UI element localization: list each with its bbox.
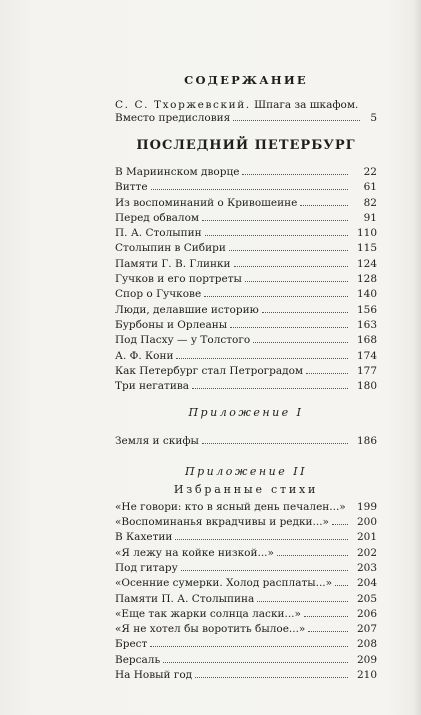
dot-leader bbox=[205, 235, 348, 236]
toc-entry-title: «Воспоминанья вкрадчивы и редки...» bbox=[115, 516, 329, 529]
toc-entry bbox=[115, 622, 377, 637]
table-of-contents bbox=[115, 71, 377, 683]
toc-entry-page: 115 bbox=[356, 242, 377, 255]
toc-entry bbox=[115, 546, 377, 561]
toc-entry bbox=[115, 515, 377, 530]
main-list bbox=[115, 165, 377, 394]
toc-entry-page: 91 bbox=[363, 211, 377, 224]
dot-leader bbox=[176, 358, 348, 359]
toc-entry-page: 128 bbox=[356, 273, 377, 286]
toc-entry bbox=[115, 318, 377, 333]
dot-leader bbox=[245, 281, 348, 282]
toc-entry bbox=[115, 607, 377, 622]
toc-entry bbox=[115, 434, 377, 449]
toc-entry-page: 207 bbox=[356, 623, 377, 636]
appendix-2-title: Приложение II bbox=[185, 464, 307, 478]
toc-entry-title: Из воспоминаний о Кривошеине bbox=[115, 196, 298, 209]
toc-entry bbox=[115, 592, 377, 607]
toc-entry-page: 110 bbox=[356, 227, 377, 240]
dot-leader bbox=[300, 205, 348, 206]
toc-entry bbox=[115, 287, 377, 302]
toc-entry-title: Памяти Г. В. Глинки bbox=[115, 257, 231, 270]
dot-leader bbox=[257, 601, 348, 602]
toc-entry bbox=[115, 364, 377, 379]
toc-entry-page: 177 bbox=[356, 364, 377, 377]
toc-entry-page: 82 bbox=[363, 196, 377, 209]
appendix-2-subtitle: Избранные стихи bbox=[173, 482, 319, 496]
toc-entry-title: Столыпин в Сибири bbox=[115, 242, 226, 255]
toc-entry-title: В Кахетии bbox=[115, 531, 173, 544]
toc-entry-page: 199 bbox=[356, 500, 377, 513]
toc-entry-page: 208 bbox=[356, 638, 377, 651]
dot-leader bbox=[234, 266, 348, 267]
toc-entry-page: 22 bbox=[363, 166, 377, 178]
toc-entry-title: Витте bbox=[115, 181, 148, 194]
dot-leader bbox=[204, 296, 348, 297]
toc-entry-title: Гучков и его портреты bbox=[115, 273, 242, 286]
toc-entry-page: 203 bbox=[356, 561, 377, 574]
toc-entry-title: Брест bbox=[115, 638, 148, 651]
toc-entry bbox=[115, 530, 377, 545]
toc-entry bbox=[115, 272, 377, 287]
intro-subtitle: Вместо предисловия bbox=[115, 112, 231, 124]
toc-entry-title: «Я не хотел бы воротить былое...» bbox=[115, 623, 306, 636]
toc-entry-title: Версаль bbox=[115, 653, 161, 666]
dot-leader bbox=[229, 250, 348, 251]
toc-entry-page: 163 bbox=[356, 318, 377, 331]
toc-entry-title: «Я лежу на койке низкой...» bbox=[115, 546, 274, 559]
dot-leader bbox=[195, 677, 348, 678]
toc-entry-page: 140 bbox=[356, 288, 377, 301]
toc-entry bbox=[115, 241, 377, 256]
toc-entry bbox=[115, 226, 377, 241]
toc-entry bbox=[115, 349, 377, 364]
toc-entry bbox=[115, 668, 377, 683]
toc-entry-page: 201 bbox=[356, 531, 377, 544]
dot-leader bbox=[202, 443, 348, 444]
toc-entry-page: 124 bbox=[356, 257, 377, 270]
toc-entry-page: 168 bbox=[356, 334, 377, 347]
toc-entry-page: 204 bbox=[356, 577, 377, 590]
dot-leader bbox=[150, 646, 348, 647]
intro-author: С. С. Тхоржевский. bbox=[115, 99, 251, 111]
toc-entry-title: А. Ф. Кони bbox=[115, 349, 174, 362]
dot-leader bbox=[262, 312, 348, 313]
toc-entry-title: Люди, делавшие историю bbox=[115, 303, 259, 316]
toc-entry-page: 174 bbox=[356, 349, 377, 362]
appendix-2-list bbox=[115, 500, 377, 684]
toc-entry-title: Три негатива bbox=[115, 380, 190, 393]
toc-entry bbox=[115, 165, 377, 180]
appendix-1-title: Приложение I bbox=[188, 406, 304, 420]
toc-entry bbox=[115, 180, 377, 195]
intro-page: 5 bbox=[370, 112, 377, 124]
toc-entry-title: Перед обвалом bbox=[115, 211, 200, 224]
intro-line-2 bbox=[115, 112, 377, 125]
toc-entry-title: Как Петербург стал Петроградом bbox=[115, 364, 304, 377]
dot-leader bbox=[202, 220, 348, 221]
toc-entry bbox=[115, 211, 377, 226]
toc-entry bbox=[115, 196, 377, 211]
dot-leader bbox=[332, 524, 348, 525]
toc-entry-page: 180 bbox=[356, 380, 377, 393]
page-edge-shadow bbox=[413, 0, 421, 715]
toc-entry bbox=[115, 637, 377, 652]
toc-entry-page: 210 bbox=[356, 669, 377, 682]
toc-entry-title: «Не говори: кто в ясный день печален...» bbox=[115, 500, 346, 513]
toc-entry-title: «Осенние сумерки. Холод расплаты...» bbox=[115, 577, 333, 590]
dot-leader bbox=[230, 327, 348, 328]
toc-entry-page: 209 bbox=[356, 653, 377, 666]
toc-entry-title: Спор о Гучкове bbox=[115, 288, 202, 301]
dot-leader bbox=[151, 189, 348, 190]
dot-leader bbox=[306, 373, 348, 374]
dot-leader bbox=[253, 342, 348, 343]
dot-leader bbox=[242, 174, 348, 175]
toc-entry-title: Бурбоны и Орлеаны bbox=[115, 318, 228, 331]
toc-entry bbox=[115, 257, 377, 272]
contents-heading: СОДЕРЖАНИЕ bbox=[184, 73, 308, 87]
toc-entry-page: 205 bbox=[356, 592, 377, 605]
intro-entry bbox=[115, 99, 377, 125]
dot-leader bbox=[233, 120, 360, 121]
toc-entry-page: 200 bbox=[356, 516, 377, 529]
toc-entry bbox=[115, 561, 377, 576]
dot-leader bbox=[277, 555, 348, 556]
dot-leader bbox=[192, 388, 348, 389]
toc-entry bbox=[115, 576, 377, 591]
dot-leader bbox=[163, 662, 348, 663]
toc-entry-title: Под Пасху — у Толстого bbox=[115, 334, 251, 347]
dot-leader bbox=[304, 616, 348, 617]
intro-title: Шпага за шкафом. bbox=[254, 99, 359, 111]
intro-line-1 bbox=[115, 99, 377, 112]
dot-leader bbox=[175, 539, 348, 540]
toc-entry bbox=[115, 303, 377, 318]
part-title: ПОСЛЕДНИЙ ПЕТЕРБУРГ bbox=[136, 138, 356, 153]
toc-entry-title: «Еще так жарки солнца ласки...» bbox=[115, 607, 301, 620]
toc-entry-page: 186 bbox=[356, 435, 377, 448]
toc-entry bbox=[115, 379, 377, 394]
dot-leader bbox=[308, 631, 348, 632]
toc-entry-title: П. А. Столыпин bbox=[115, 227, 202, 240]
toc-entry-page: 61 bbox=[363, 181, 377, 194]
toc-entry-page: 206 bbox=[356, 607, 377, 620]
toc-entry bbox=[115, 500, 377, 515]
dot-leader bbox=[335, 585, 348, 586]
toc-entry-title: Земля и скифы bbox=[115, 435, 199, 448]
toc-entry bbox=[115, 333, 377, 348]
toc-entry-title: На Новый год bbox=[115, 669, 193, 682]
toc-entry-title: Под гитару bbox=[115, 561, 178, 574]
toc-entry bbox=[115, 653, 377, 668]
toc-entry-title: В Мариинском дворце bbox=[115, 166, 240, 178]
dot-leader bbox=[181, 570, 348, 571]
appendix-1-list bbox=[115, 434, 377, 449]
toc-entry-title: Памяти П. А. Столыпина bbox=[115, 592, 255, 605]
toc-entry-page: 156 bbox=[356, 303, 377, 316]
toc-entry-page: 202 bbox=[356, 546, 377, 559]
